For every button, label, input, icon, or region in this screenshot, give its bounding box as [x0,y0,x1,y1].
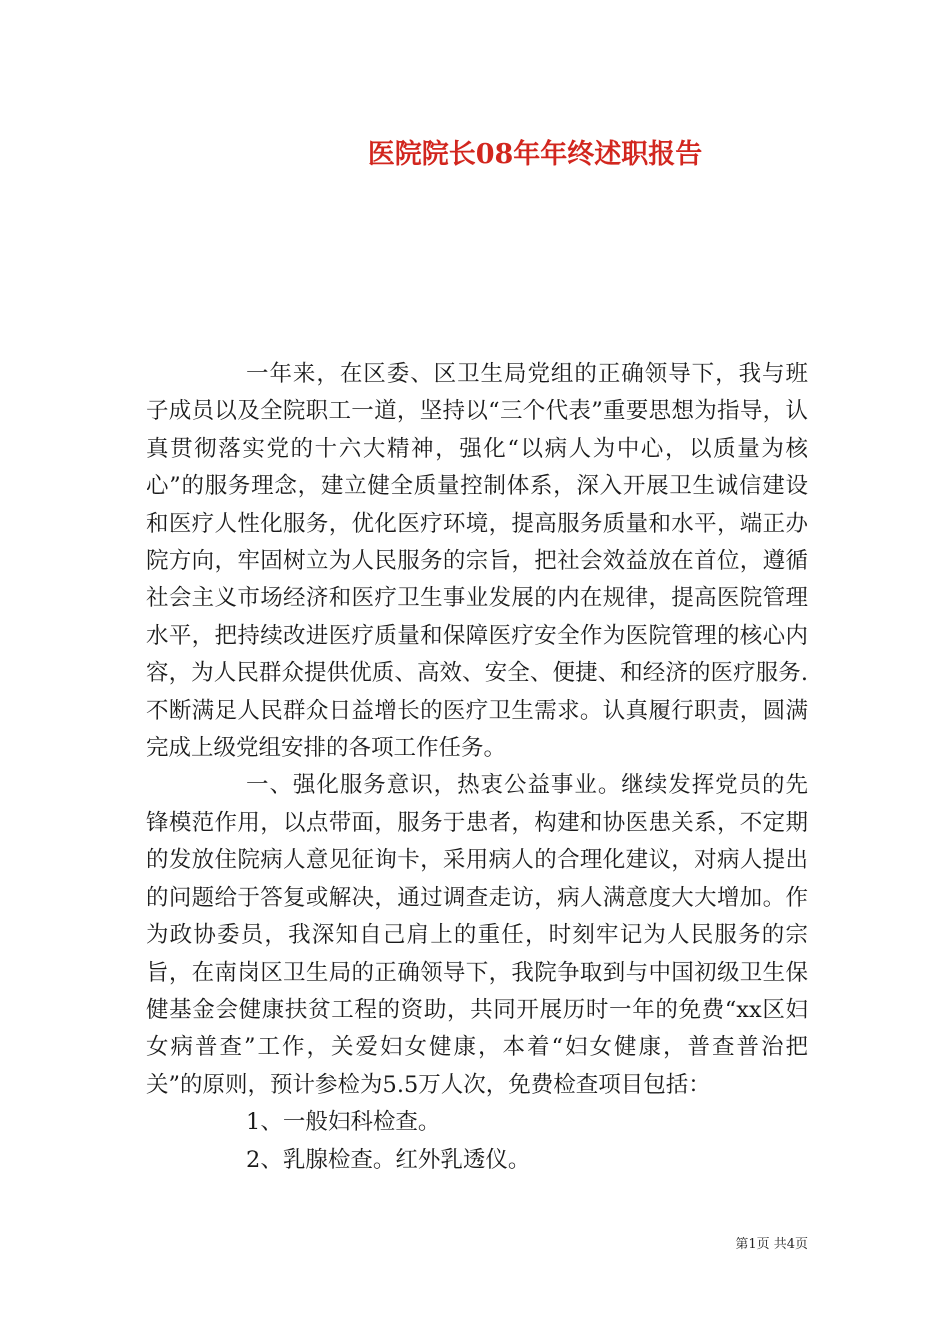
list-item: 2、乳腺检查。红外乳透仪。 [246,1146,531,1173]
paragraph-section-one: 一、强化服务意识，热衷公益事业。继续发挥党员的先锋模范作用，以点带面，服务于患者，构建和协医患关系，不定期的发放住院病人意见征询卡，采用病人的合理化建议，对病人提出的问题给于答复或解决，通过调查走访，病人满意度大大增加。作为政协委员，我深知自己肩上的重任，时刻牢记为人民服务的宗旨，在南岗区卫生局的正确领导下，我院争取到与中国初级卫生保健基金会健康扶贫工程的资助，共同开展历时一年的免费“xx区妇女病普查”工作，关爱妇女健康，本着“妇女健康，普查普治把关”的原则，预计参检为5.5万人次，免费检查项目包括： [146,772,808,1098]
document-title: 医院院长08年年终述职报告 [367,139,703,170]
page-number: 第1页 共4页 [735,1237,808,1252]
document-body [146,356,808,1179]
list-item: 1、一般妇科检查。 [246,1109,441,1136]
paragraph-intro: 一年来，在区委、区卫生局党组的正确领导下，我与班子成员以及全院职工一道，坚持以“三个代表”重要思想为指导，认真贯彻落实党的十六大精神，强化“以病人为中心，以质量为核心”的服务理念，建立健全质量控制体系，深入开展卫生诚信建设和医疗人性化服务，优化医疗环境，提高服务质量和水平，端正办院方向，牢固树立为人民服务的宗旨，把社会效益放在首位，遵循社会主义市场经济和医疗卫生事业发展的内在规律，提高医院管理水平，把持续改进医疗质量和保障医疗安全作为医院管理的核心内容，为人民群众提供优质、高效、安全、便捷、和经济的医疗服务.不断满足人民群众日益增长的医疗卫生需求。认真履行职责，圆满完成上级党组安排的各项工作任务。 [146,361,808,762]
